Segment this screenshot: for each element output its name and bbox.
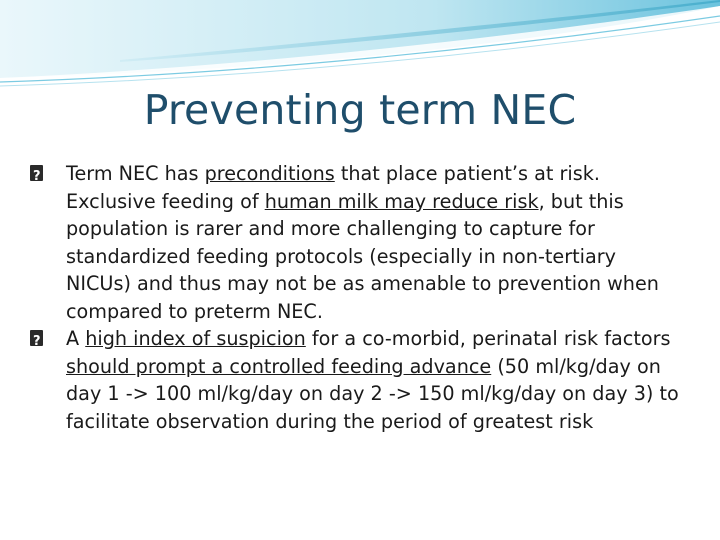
bullet-2-text-cont: for a co-morbid, perinatal risk factors: [305, 327, 671, 350]
bullet-1-text-end: , but this population is rarer and more challenging to capture for standardized feeding protocols (especially in non-tertiary NICUs) and thus may not be as amenable to prevention when compared to preterm NEC.: [66, 189, 659, 323]
slide-title: Preventing term NEC: [143, 86, 577, 134]
header-swoosh-decoration: [0, 0, 720, 90]
bullet-1-underlined-preconditions: preconditions: [204, 162, 335, 185]
bullet-1-underlined-human-milk: human milk may reduce risk: [264, 189, 539, 213]
bullet-2: [30, 325, 680, 435]
bullet-1-text: Term NEC has: [66, 162, 205, 185]
missing-glyph-box-icon: [30, 330, 43, 346]
slide-body: [30, 160, 680, 435]
missing-glyph-box-icon: [30, 165, 43, 181]
bullet-2-text-end: (50 ml/kg/day on day 1 -> 100 ml/kg/day on day 2 -> 150 ml/kg/day on day 3) to facilitate observation during the period of greatest risk: [66, 354, 679, 433]
bullet-2-text: A: [66, 327, 86, 350]
bullet-1: [30, 160, 680, 325]
bullet-1-text-cont: that place patient’s at risk. Exclusive feeding of: [66, 162, 600, 213]
bullet-2-underlined-feeding-advance: should prompt a controlled feeding advance: [66, 354, 492, 378]
bullet-2-underlined-suspicion: high index of suspicion: [85, 327, 306, 350]
